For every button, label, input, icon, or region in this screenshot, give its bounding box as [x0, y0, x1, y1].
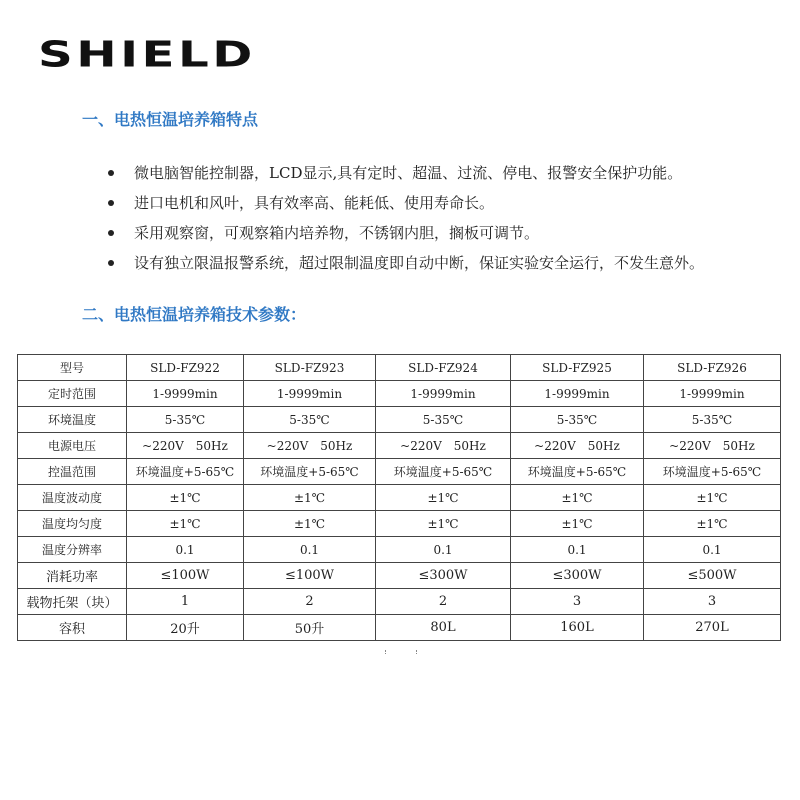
- row-label: 消耗功率: [18, 563, 127, 589]
- table-cell: ≤100W: [127, 563, 244, 589]
- table-cell: 160L: [511, 615, 644, 641]
- feature-item: [108, 188, 704, 218]
- table-cell: 3: [644, 589, 781, 615]
- brand-logo-text: SHIELD: [38, 33, 256, 75]
- row-label: 载物托架（块）: [18, 589, 127, 615]
- table-cell: 1-9999min: [644, 381, 781, 407]
- table-cell: 1-9999min: [511, 381, 644, 407]
- bullet-icon: [108, 200, 114, 206]
- table-cell: ~220V 50Hz: [511, 433, 644, 459]
- table-cell: ~220V 50Hz: [376, 433, 511, 459]
- table-row: [18, 511, 781, 537]
- table-cell: 0.1: [376, 537, 511, 563]
- section-title-specs: 二、电热恒温培养箱技术参数：: [82, 305, 307, 324]
- bullet-icon: [108, 170, 114, 176]
- table-cell: 1-9999min: [244, 381, 376, 407]
- table-row: [18, 459, 781, 485]
- table-cell: 5-35℃: [376, 407, 511, 433]
- table-row: [18, 537, 781, 563]
- feature-item: [108, 248, 704, 278]
- feature-item: [108, 158, 704, 188]
- table-cell: 80L: [376, 615, 511, 641]
- table-cell: 3: [511, 589, 644, 615]
- table-row: [18, 615, 781, 641]
- table-cell: SLD-FZ923: [244, 355, 376, 381]
- bullet-icon: [108, 260, 114, 266]
- table-cell: ±1℃: [376, 511, 511, 537]
- feature-item: [108, 218, 704, 248]
- table-cell: 0.1: [511, 537, 644, 563]
- table-cell: ≤300W: [376, 563, 511, 589]
- table-cell: ≤500W: [644, 563, 781, 589]
- row-label: 环境温度: [18, 407, 127, 433]
- row-label: 控温范围: [18, 459, 127, 485]
- table-cell: 2: [244, 589, 376, 615]
- table-cell: ±1℃: [244, 511, 376, 537]
- feature-list: [108, 158, 704, 278]
- table-cell: 2: [376, 589, 511, 615]
- table-cell: ±1℃: [644, 511, 781, 537]
- row-label: 定时范围: [18, 381, 127, 407]
- table-cell: 1-9999min: [376, 381, 511, 407]
- row-label: 温度波动度: [18, 485, 127, 511]
- table-cell: 50升: [244, 615, 376, 641]
- table-cell: ±1℃: [244, 485, 376, 511]
- section-title-features: 一、电热恒温培养箱特点: [82, 110, 259, 129]
- row-label: 型号: [18, 355, 127, 381]
- table-cell: 环境温度+5-65℃: [127, 459, 244, 485]
- table-cell: ≤100W: [244, 563, 376, 589]
- table-cell: 5-35℃: [244, 407, 376, 433]
- row-label: 温度均匀度: [18, 511, 127, 537]
- feature-text: 微电脑智能控制器，LCD显示,具有定时、超温、过流、停电、报警安全保护功能。: [134, 164, 683, 182]
- table-cell: 0.1: [127, 537, 244, 563]
- table-cell: SLD-FZ926: [644, 355, 781, 381]
- table-cell: 5-35℃: [127, 407, 244, 433]
- table-cell: ±1℃: [511, 511, 644, 537]
- table-cell: ±1℃: [127, 511, 244, 537]
- table-cell: ±1℃: [376, 485, 511, 511]
- feature-text: 进口电机和风叶，具有效率高、能耗低、使用寿命长。: [134, 194, 495, 212]
- table-cell: ≤300W: [511, 563, 644, 589]
- table-cell: 1-9999min: [127, 381, 244, 407]
- table-cell: 270L: [644, 615, 781, 641]
- bullet-icon: [108, 230, 114, 236]
- table-cell: 0.1: [244, 537, 376, 563]
- table-cell: SLD-FZ925: [511, 355, 644, 381]
- table-cell: ~220V 50Hz: [127, 433, 244, 459]
- table-cell: ~220V 50Hz: [644, 433, 781, 459]
- table-cell: ±1℃: [127, 485, 244, 511]
- table-row: [18, 485, 781, 511]
- table-cell: ~220V 50Hz: [244, 433, 376, 459]
- brand-logo: [38, 33, 256, 75]
- table-cell: 5-35℃: [511, 407, 644, 433]
- feature-text: 采用观察窗，可观察箱内培养物，不锈钢内胆，搁板可调节。: [134, 224, 540, 242]
- table-cell: 环境温度+5-65℃: [511, 459, 644, 485]
- feature-text: 设有独立限温报警系统，超过限制温度即自动中断，保证实验安全运行，不发生意外。: [134, 254, 705, 272]
- table-cell: ±1℃: [511, 485, 644, 511]
- table-cell: SLD-FZ924: [376, 355, 511, 381]
- table-cell: SLD-FZ922: [127, 355, 244, 381]
- table-cell: 20升: [127, 615, 244, 641]
- table-cell: 环境温度+5-65℃: [644, 459, 781, 485]
- row-label: 电源电压: [18, 433, 127, 459]
- row-label: 温度分辨率: [18, 537, 127, 563]
- page-marker: [385, 650, 417, 654]
- table-cell: 1: [127, 589, 244, 615]
- table-cell: 环境温度+5-65℃: [244, 459, 376, 485]
- table-row: [18, 407, 781, 433]
- table-row: [18, 381, 781, 407]
- table-row: [18, 589, 781, 615]
- row-label: 容积: [18, 615, 127, 641]
- table-cell: ±1℃: [644, 485, 781, 511]
- table-cell: 环境温度+5-65℃: [376, 459, 511, 485]
- table-row: [18, 355, 781, 381]
- table-cell: 5-35℃: [644, 407, 781, 433]
- table-cell: 0.1: [644, 537, 781, 563]
- spec-table: [17, 354, 781, 641]
- table-row: [18, 563, 781, 589]
- table-row: [18, 433, 781, 459]
